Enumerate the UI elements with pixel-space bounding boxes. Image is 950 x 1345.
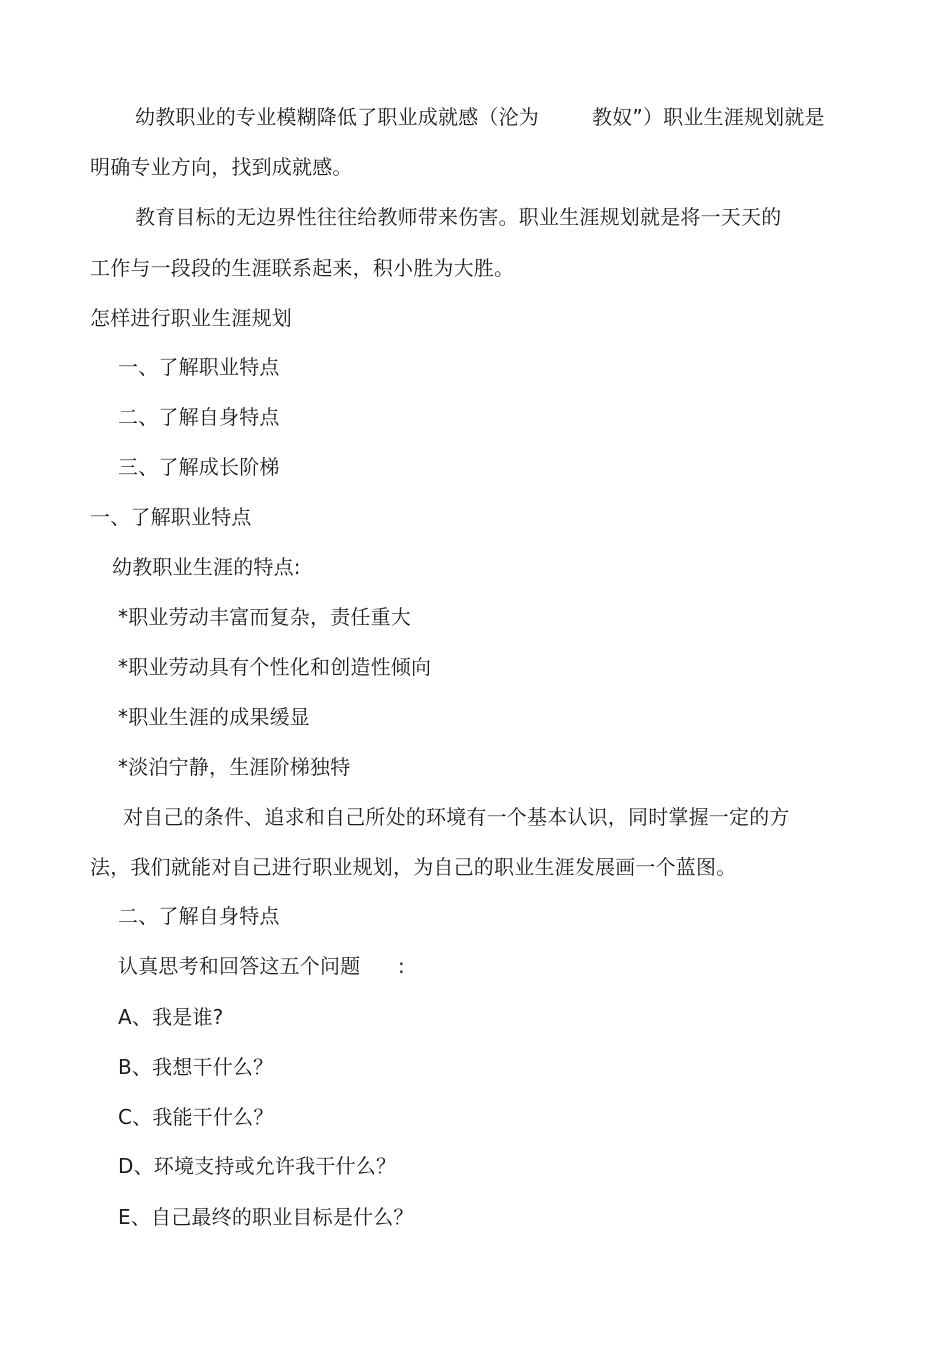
summary-line1: 对自己的条件、追求和自己所处的环境有一个基本认识，同时掌握一定的方: [123, 805, 790, 829]
section1-heading: 一、了解职业特点: [90, 505, 252, 529]
summary-line2: 法，我们就能对自己进行职业规划，为自己的职业生涯发展画一个蓝图。: [90, 855, 737, 879]
question-item: D、环境支持或允许我干什么？: [118, 1154, 397, 1178]
section-title: 怎样进行职业生涯规划: [90, 306, 292, 330]
question-item: B、我想干什么？: [118, 1055, 274, 1079]
section2-intro-colon: :: [398, 954, 405, 978]
bullet-item: *淡泊宁静，生涯阶梯独特: [118, 755, 351, 779]
outline-item: 三、了解成长阶梯: [118, 455, 280, 479]
section1-subheading: 幼教职业生涯的特点:: [112, 555, 301, 579]
outline-item: 一、了解职业特点: [118, 355, 280, 379]
para1-line2: 明确专业方向，找到成就感。: [90, 155, 353, 179]
bullet-item: *职业生涯的成果缓显: [118, 705, 310, 729]
outline-item: 二、了解自身特点: [118, 405, 280, 429]
para1-line1-cont: 教奴”）职业生涯规划就是: [592, 105, 825, 129]
question-item: C、我能干什么？: [118, 1105, 274, 1129]
para1-line1: 幼教职业的专业模糊降低了职业成就感（沦为: [135, 105, 539, 129]
para2-line1: 教育目标的无边界性往往给教师带来伤害。职业生涯规划就是将一天天的: [135, 205, 782, 229]
section2-intro: 认真思考和回答这五个问题: [118, 954, 361, 978]
question-item: E、自己最终的职业目标是什么？: [118, 1205, 414, 1229]
bullet-item: *职业劳动丰富而复杂，责任重大: [118, 605, 411, 629]
bullet-item: *职业劳动具有个性化和创造性倾向: [118, 655, 432, 679]
para2-line2: 工作与一段段的生涯联系起来，积小胜为大胜。: [90, 256, 515, 280]
question-item: A、我是谁?: [118, 1005, 224, 1029]
section2-heading: 二、了解自身特点: [118, 904, 280, 928]
